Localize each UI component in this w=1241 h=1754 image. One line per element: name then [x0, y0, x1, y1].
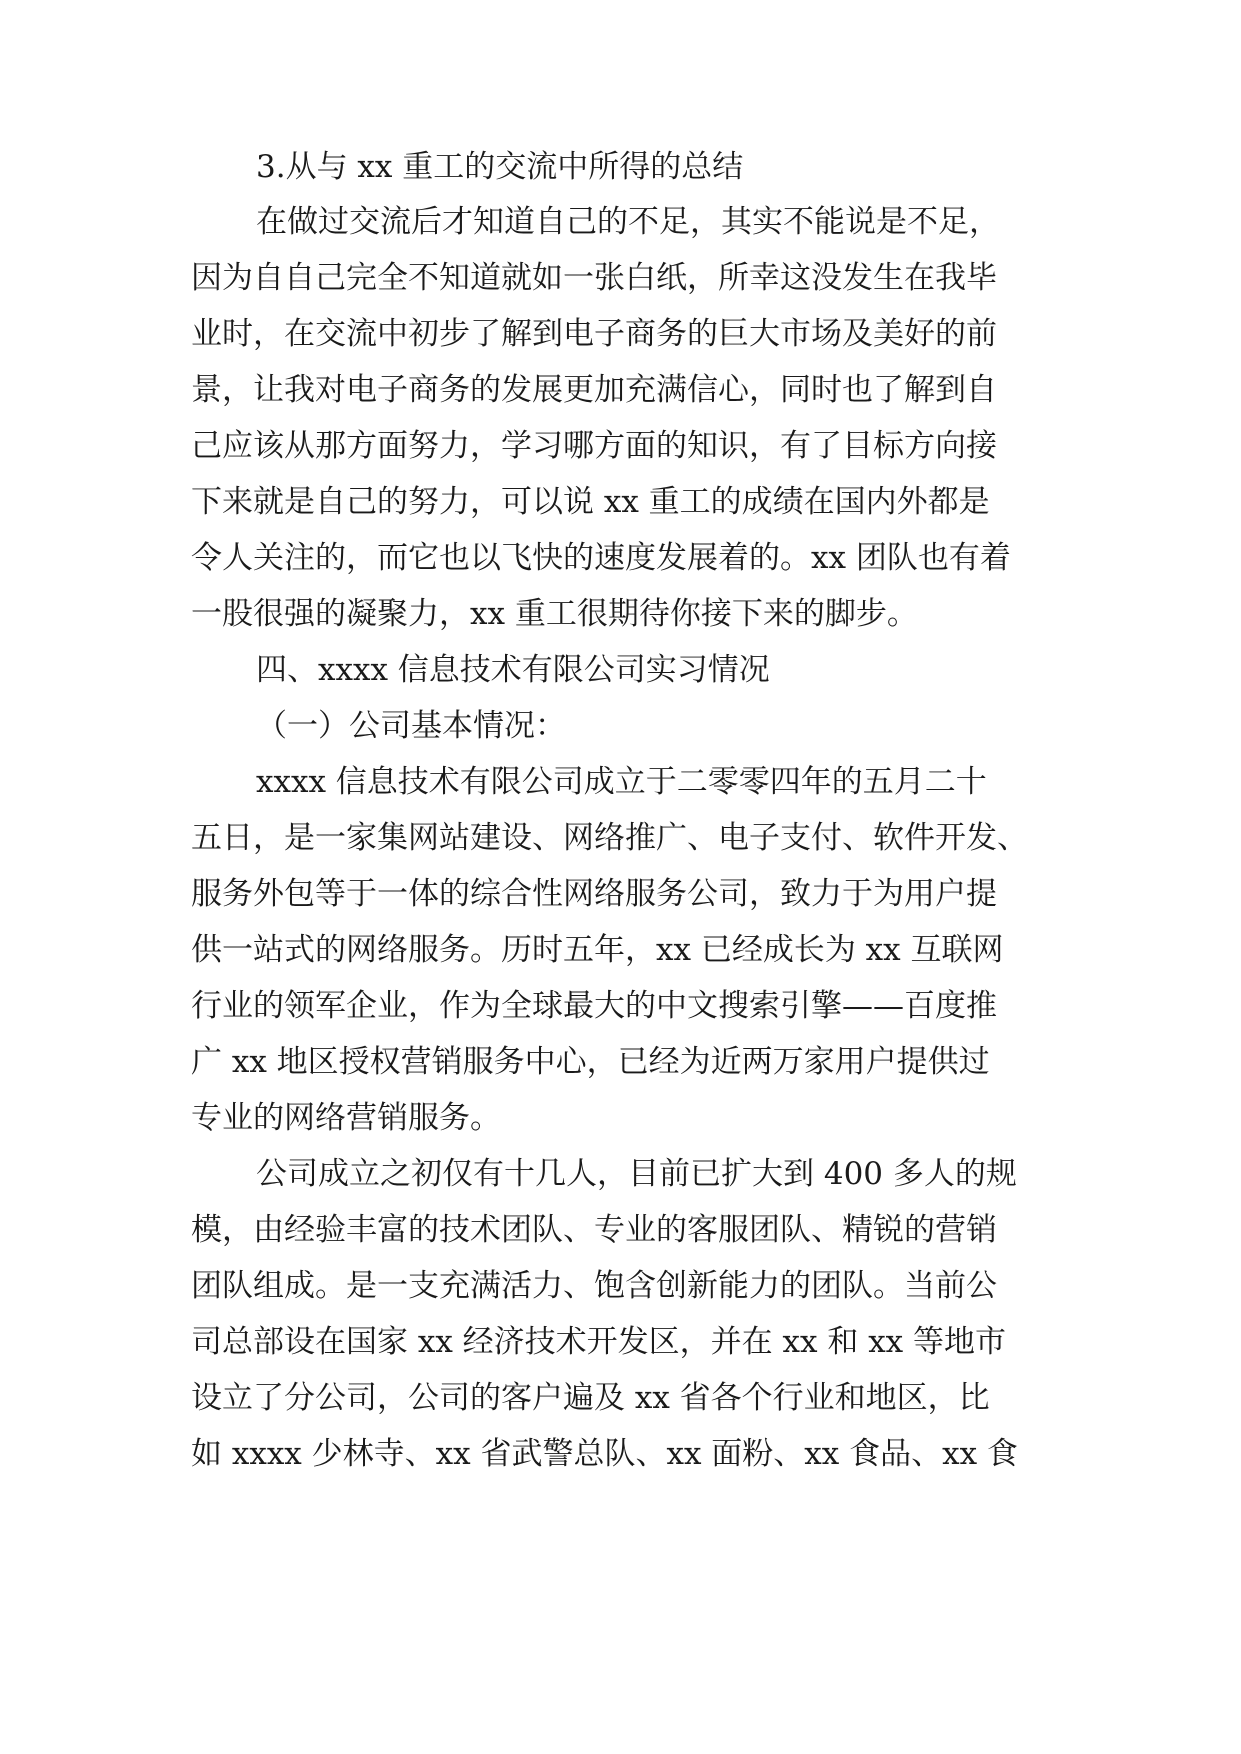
- paragraph-line: 五日，是一家集网站建设、网络推广、电子支付、软件开发、: [191, 820, 1028, 856]
- paragraph-line: 业时，在交流中初步了解到电子商务的巨大市场及美好的前: [191, 316, 997, 352]
- paragraph-line: 广 xx 地区授权营销服务中心，已经为近两万家用户提供过: [191, 1044, 990, 1080]
- paragraph-line: 行业的领军企业，作为全球最大的中文搜索引擎——百度推: [191, 988, 997, 1024]
- paragraph-line: 一股很强的凝聚力，xx 重工很期待你接下来的脚步。: [191, 596, 918, 632]
- paragraph-line: 景，让我对电子商务的发展更加充满信心，同时也了解到自: [191, 372, 997, 408]
- section-heading: 3.从与 xx 重工的交流中所得的总结: [256, 149, 744, 185]
- paragraph-line: 模，由经验丰富的技术团队、专业的客服团队、精锐的营销: [191, 1212, 997, 1248]
- paragraph-line: 司总部设在国家 xx 经济技术开发区，并在 xx 和 xx 等地市: [191, 1324, 1007, 1360]
- paragraph-line: xxxx 信息技术有限公司成立于二零零四年的五月二十: [256, 764, 987, 800]
- paragraph-line: 服务外包等于一体的综合性网络服务公司，致力于为用户提: [191, 876, 997, 912]
- paragraph-line: 设立了分公司，公司的客户遍及 xx 省各个行业和地区，比: [191, 1380, 990, 1416]
- paragraph-line: 因为自自己完全不知道就如一张白纸，所幸这没发生在我毕: [191, 260, 997, 296]
- paragraph-line: 团队组成。是一支充满活力、饱含创新能力的团队。当前公: [191, 1268, 997, 1304]
- section-heading: 四、xxxx 信息技术有限公司实习情况: [256, 652, 770, 688]
- paragraph-line: 在做过交流后才知道自己的不足，其实不能说是不足，: [256, 204, 1000, 240]
- subsection-heading: （一）公司基本情况：: [256, 708, 566, 744]
- paragraph-line: 公司成立之初仅有十几人，目前已扩大到 400 多人的规: [256, 1156, 1017, 1192]
- paragraph-line: 如 xxxx 少林寺、xx 省武警总队、xx 面粉、xx 食品、xx 食: [191, 1436, 1018, 1472]
- paragraph-line: 令人关注的，而它也以飞快的速度发展着的。xx 团队也有着: [191, 540, 1011, 576]
- paragraph-line: 己应该从那方面努力，学习哪方面的知识，有了目标方向接: [191, 428, 997, 464]
- paragraph-line: 下来就是自己的努力，可以说 xx 重工的成绩在国内外都是: [191, 484, 990, 520]
- paragraph-line: 专业的网络营销服务。: [191, 1100, 501, 1136]
- paragraph-line: 供一站式的网络服务。历时五年，xx 已经成长为 xx 互联网: [191, 932, 1004, 968]
